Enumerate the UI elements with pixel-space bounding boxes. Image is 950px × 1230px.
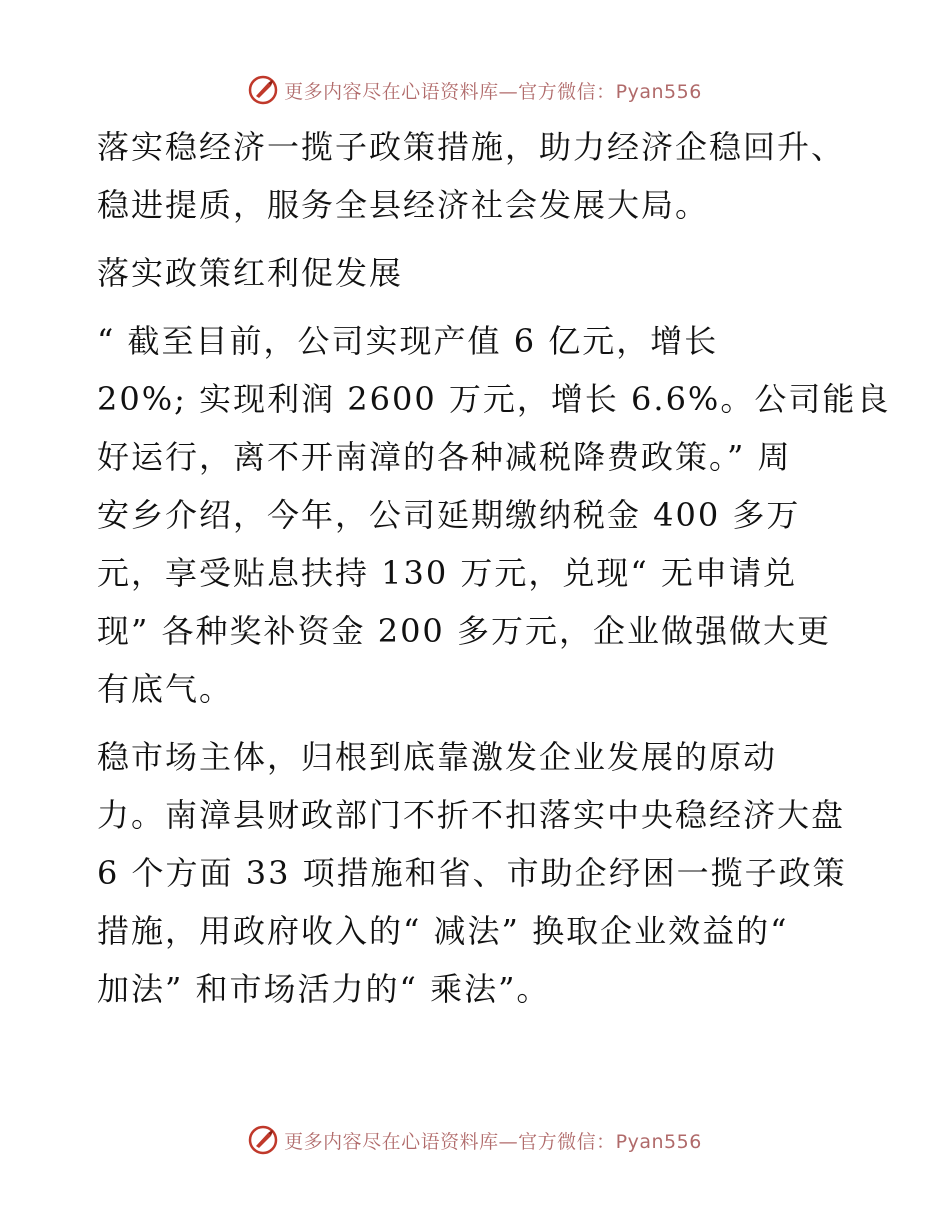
text-line: 元，享受贴息扶持 130 万元，兑现“ 无申请兑	[97, 554, 797, 592]
paragraph-1	[97, 118, 857, 234]
quill-logo-icon	[248, 75, 278, 105]
text-line: 落实稳经济一揽子政策措施，助力经济企稳回升、	[97, 128, 846, 166]
heading-line: 落实政策红利促发展	[97, 254, 404, 292]
text-line: 现” 各种奖补资金 200 多万元，企业做强做大更	[97, 612, 831, 650]
header-banner	[0, 70, 950, 110]
text-line: 6 个方面 33 项措施和省、市助企纾困一揽子政策	[97, 854, 847, 892]
text-line: 安乡介绍，今年，公司延期缴纳税金 400 多万	[97, 496, 801, 534]
text-line: 措施，用政府收入的“ 减法” 换取企业效益的“	[97, 912, 789, 950]
document-body	[97, 118, 891, 1018]
text-line: 力。南漳县财政部门不折不扣落实中央稳经济大盘	[97, 796, 846, 834]
text-line: 稳市场主体，归根到底靠激发企业发展的原动	[97, 738, 778, 776]
section-heading	[97, 244, 857, 302]
text-line: 好运行，离不开南漳的各种减税降费政策。” 周	[97, 438, 792, 476]
footer-banner	[0, 1120, 950, 1160]
paragraph-2	[97, 312, 891, 718]
text-line: “ 截至目前，公司实现产值 6 亿元，增长	[97, 322, 719, 360]
text-line: 稳进提质，服务全县经济社会发展大局。	[97, 186, 710, 224]
paragraph-3	[97, 728, 857, 1018]
text-line: 加法” 和市场活力的“ 乘法”。	[97, 970, 551, 1008]
text-line: 20%; 实现利润 2600 万元，增长 6.6%。公司能良	[97, 380, 891, 418]
quill-logo-icon	[248, 1125, 278, 1155]
header-banner-text: 更多内容尽在心语资料库—官方微信：Pyan556	[284, 80, 702, 103]
footer-banner-text: 更多内容尽在心语资料库—官方微信：Pyan556	[284, 1130, 702, 1153]
text-line: 有底气。	[97, 670, 234, 708]
